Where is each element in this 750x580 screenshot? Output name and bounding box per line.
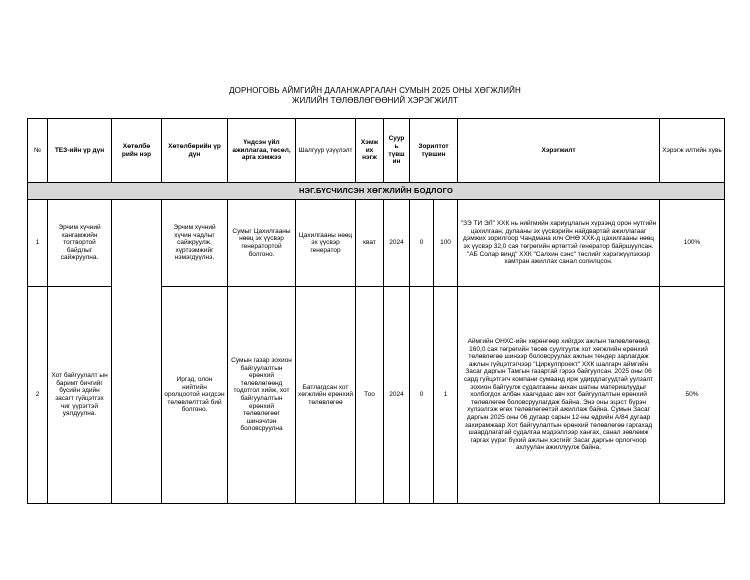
cell-percent: 100% (660, 200, 725, 287)
cell-unit: Тоо (356, 287, 384, 504)
cell-tez-result: Эрчим хүчний хангамжийн тогтвортой байдлыг сайжруулна. (48, 200, 112, 287)
header-activity: Үндсэн үйл ажиллагаа, төсөл, арга хэмжээ (228, 119, 296, 183)
cell-program-name (112, 200, 162, 504)
header-program-result: Хөтөлбөрийн үр дүн (162, 119, 228, 183)
cell-no: 1 (28, 200, 48, 287)
cell-program-result: Эрчим хүчний хүчин чадлыг сайжруулж, хүртээмжийг нэмэгдүүлнэ. (162, 200, 228, 287)
cell-target-end: 100 (434, 200, 458, 287)
cell-no: 2 (28, 287, 48, 504)
document-title-line-2: ЖИЛИЙН ТӨЛӨВЛӨГӨӨНИЙ ХЭРЭГЖИЛТ (292, 96, 458, 105)
header-target-level: Зорилтот түвшин (410, 119, 458, 183)
table-header-row (28, 119, 725, 183)
header-indicator: Шалгуур үзүүлэлт (296, 119, 356, 183)
cell-activity: Сумын газар зохион байгуулалтын ерөнхий төлөвлөгөөнд тодотгол хийж, хот байгуулалтын ерөнхий төлөвлөгөөг шинэчлэн боловсруулна (228, 287, 296, 504)
header-program-name: Хөтөлбө рийн нэр (112, 119, 162, 183)
cell-implementation: "ЗЭ ТИ ЭЛ" ХХК нь нийгмийн хариуцлагын хүрээнд орон нутгийн цахилгаан, дулааны эх үүсвэрийн найдвартай ажиллагааг дэмжих зорилгоор Чандмана илч ОНӨ ХХК-д цахилгааны нөөц эх үүсвэр 32,0 сая төгрөгийн өртөгтэй генератор байршуулсан. "АБ Солар винд" ХХК "Салхин сэнс" төслийг хэрэгжүүлэхээр хамтран ажиллах санал солилцсон. (458, 200, 660, 287)
header-base-level: Суур ь түвш ин (384, 119, 410, 183)
cell-indicator: Батлагдсан хот хөгжлийн ерөнхий төлөвлөгөө (296, 287, 356, 504)
cell-target-end: 1 (434, 287, 458, 504)
implementation-table (27, 118, 725, 504)
header-percent: Хэрэгж илтийн хувь (660, 119, 725, 183)
cell-target-start: 0 (410, 200, 434, 287)
table-row (28, 200, 725, 287)
cell-base-level: 2024 (384, 287, 410, 504)
header-no: № (28, 119, 48, 183)
document-title-line-1: ДОРНОГОВЬ АЙМГИЙН ДАЛАНЖАРГАЛАН СУМЫН 2025 ОНЫ ХӨГЖЛИЙН (229, 86, 521, 95)
cell-unit: кват (356, 200, 384, 287)
document-title (0, 86, 750, 106)
cell-tez-result: Хот байгуулалт ын баримт бичгийг бусийн эдийн засагт гүйцэтгэх чиг үүрэгтэй уялдуулна. (48, 287, 112, 504)
cell-implementation: Аймгийн ОНХС-ийн хөрөнгөөр хийгдэх ажлын төлөвлөгөөнд 160,0 сая төгрөгийн төсөв суулгуулж хот хөгжлийн ерөнхий төлөвлөгөө шинээр боловсруулах ажлын тендер зарлагдаж ажлын гүйцэтгэгчээр "Циркулпроект" ХХК шалгарч аймгийн Засаг даргын Тамгын газартай гэрээ байгуулсан. 2025 оны 06 сард гүйцэтгэгч компани сумаанд ирж удирдлагуудтай уулзалт зохион байгуулж судалгааны анхан шатны материалуудыг холбогдох албан хаагчдаас авч хот байгуулалтын ерөнхий төлөвлөгөө боловсруулагдаж байна. Энэ оны эцэст бүрэн хүлээлгэж өгөх төлөвлөгөөтэй ажиллаж байна. Сумын Засаг даргын 2025 оны 06 дугаар сарын 12-ны өдрийн А/84 дугаар захирамжаар Хот байгуулалтын ерөнхий төлөвлөгөө гаргахад шаардлагатай судалгаа мэдээллээр хангах, санал зөвлөмж гаргах үүрэг бүхий ажлын хэсгийг Засаг даргын орлогчоор ахлуулан ажиллуулж байна. (458, 287, 660, 504)
cell-percent: 50% (660, 287, 725, 504)
cell-program-result: Иргэд, олон нийтийн оролцоотой нэгдсэн төлөвлөлттэй бий болгоно. (162, 287, 228, 504)
section-title: НЭГ.БҮСЧИЛСЭН ХӨГЖЛИЙН БОДЛОГО (28, 183, 725, 200)
cell-indicator: Цахилгааны нөөц эх үүсвэр генератор (296, 200, 356, 287)
header-unit: Хэмж их нэгж (356, 119, 384, 183)
section-row (28, 183, 725, 200)
header-implementation: Хэрэгжилт (458, 119, 660, 183)
cell-activity: Сумыг Цахилгааны нөөц эх үүсвэр генератортой болгоно. (228, 200, 296, 287)
cell-target-start: 0 (410, 287, 434, 504)
header-tez-result: ТЕЗ-ийн үр дүн (48, 119, 112, 183)
cell-base-level: 2024 (384, 200, 410, 287)
